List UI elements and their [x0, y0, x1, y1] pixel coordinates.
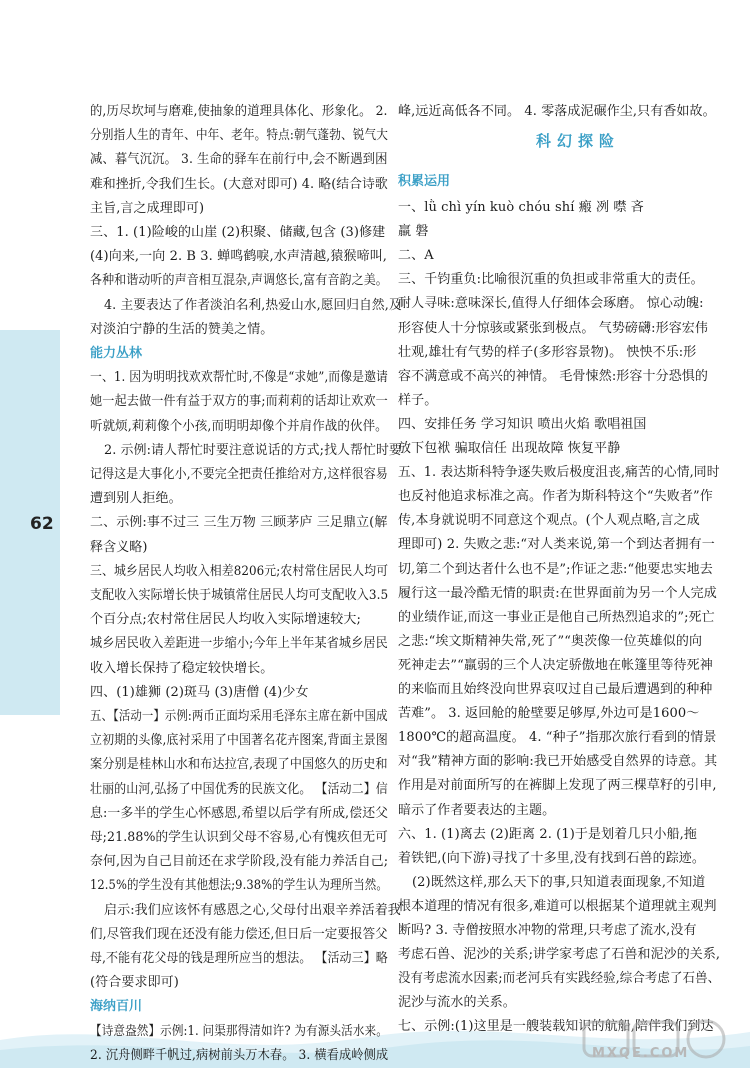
- text-line: 城乡居民收入差距进一步缩小;今年上半年某省城乡居民: [90, 636, 388, 652]
- text-line: 履行这一最冷酷无情的职责:在世界面前为另一个人完成: [398, 585, 717, 601]
- text-line: 六、1. (1)离去 (2)距离 2. (1)于是划着几只小船,拖: [398, 826, 698, 842]
- text-line: 主旨,言之成理即可): [90, 200, 205, 216]
- text-line: 支配收入实际增长快于城镇常住居民人均可支配收入3.5: [90, 588, 389, 603]
- text-line: 羸 磐: [398, 224, 429, 240]
- text-line: 案分别是桂林山水和布达拉宫,表现了中国悠久的历史和: [90, 757, 388, 773]
- text-line: 传,本身就说明不同意这个观点。(个人观点略,言之成: [398, 513, 700, 529]
- text-line: 12.5%的学生没有其他想法;9.38%的学生认为理所当然。: [90, 878, 388, 894]
- text-line: (4)向来,一向 2. B 3. 蝉鸣鹤唳,水声清越,猿猴啼叫,: [90, 249, 388, 265]
- text-line: 理即可) 2. 失败之悲:“对人类来说,第一个到达者拥有一: [398, 537, 715, 553]
- text-line: 五、1. 表达斯科特争逐失败后极度沮丧,痛苦的心情,同时: [398, 465, 720, 481]
- text-line: 的,历尽坎坷与磨难,使抽象的道理具体化、形象化。 2.: [90, 104, 388, 119]
- text-line: 记得这是大事化小,不要完全把责任推给对方,这样很容易: [90, 467, 388, 482]
- section-heading-sea: 海纳百川: [90, 999, 143, 1015]
- section-banner: 科幻探险: [535, 132, 620, 150]
- page-number: 62: [30, 514, 54, 534]
- text-line: 难和挫折,令我们生长。(大意对即可) 4. 略(结合诗歌: [90, 176, 388, 192]
- text-line: 耐人寻味:意味深长,值得人仔细体会琢磨。 惊心动魄:: [398, 296, 704, 312]
- text-line: 息:一多半的学生心怀感恩,希望以后学有所成,偿还父: [90, 805, 389, 821]
- text-line: 没有考虑流水因素;而老河兵有实践经验,综合考虑了石兽、: [398, 971, 721, 987]
- text-line: 她一起去做一件有益于双方的事;而莉莉的话却让欢欢一: [90, 394, 388, 410]
- text-line: 三、城乡居民人均收入相差8206元;农村常住居民人均可: [90, 563, 389, 579]
- section-heading-ability: 能力丛林: [90, 346, 143, 361]
- text-line: 放下包袱 骗取信任 出现故障 恢复平静: [398, 441, 621, 456]
- text-line: 峰,远近高低各不同。 4. 零落成泥碾作尘,只有香如故。: [398, 104, 716, 119]
- text-line: 暗示了作者要表达的主题。: [398, 802, 556, 818]
- text-line: 启示:我们应该怀有感恩之心,父母付出艰辛养活着我: [104, 902, 401, 918]
- text-line: 作用是对前面所写的在裤脚上发现了两三棵草籽的引申,: [398, 778, 717, 794]
- text-line: 泥沙与流水的关系。: [398, 995, 516, 1011]
- text-line: 三、1. (1)险峻的山崖 (2)积聚、储藏,包含 (3)修建: [90, 225, 386, 240]
- text-line: 五、【活动一】示例:两币正面均采用毛泽东主席在新中国成: [90, 709, 388, 724]
- text-line: 形容使人十分惊骇或紧张到极点。 气势磅礴:形容宏伟: [398, 320, 709, 336]
- text-line: 遭到别人拒绝。: [90, 491, 182, 507]
- text-line: 二、A: [398, 248, 434, 264]
- text-line: 七、示例:(1)这里是一艘装载知识的航船,陪伴我们到达: [398, 1019, 714, 1035]
- section-heading-accumulate: 积累运用: [398, 174, 451, 189]
- text-line: 4. 主要表达了作者淡泊名利,热爱山水,愿回归自然,及: [104, 297, 402, 313]
- text-line: 【诗意盎然】示例:1. 问渠那得清如许? 为有源头活水来。: [90, 1023, 388, 1039]
- watermark-domain: MXQE.COM: [592, 1046, 690, 1061]
- text-line: 切,第二个到达者什么也不是”;作证之悲:“他要忠实地去: [398, 561, 713, 577]
- text-line: 苦难”。 3. 返回舱的舱壁要足够厚,外边可是1600～: [398, 706, 700, 722]
- text-line: 听就烦,莉莉像个小孩,而明明却像个并肩作战的伙伴。: [90, 418, 388, 434]
- text-line: 对“我”精神方面的影响:我已开始感受自然界的诗意。其: [398, 754, 718, 770]
- text-line: 之悲:“埃文斯精神失常,死了”“奥茨像一位英雄似的向: [398, 633, 703, 649]
- text-line: 个百分点;农村常住居民人均收入实际增速较大;: [90, 612, 361, 628]
- text-line: 2. 示例:请人帮忙时要注意说话的方式;找人帮忙时要: [104, 442, 402, 458]
- text-line: 释含义略): [90, 539, 148, 555]
- text-line: 着铁钯,(向下游)寻找了十多里,没有找到石兽的踪迹。: [398, 850, 706, 866]
- text-line: 母;21.88%的学生认识到父母不容易,心有愧疚但无可: [90, 830, 388, 845]
- text-line: 奈何,因为自己目前还在求学阶段,没有能力养活自己;: [90, 854, 389, 870]
- text-line: 母,不能有花父母的钱是理所应当的想法。 【活动三】略: [90, 951, 388, 966]
- text-line: 减、暮气沉沉。 3. 生命的驿车在前行中,会不断遇到困: [90, 152, 388, 168]
- text-line: 四、(1)雄狮 (2)斑马 (3)唐僧 (4)少女: [90, 684, 309, 700]
- text-line: 考虑石兽、泥沙的关系;讲学家考虑了石兽和泥沙的关系,: [398, 947, 721, 963]
- text-line: (2)既然这样,那么天下的事,只知道表面现象,不知道: [412, 874, 706, 890]
- text-line: 一、lǜ chì yín kuò chóu shí 瘢 冽 噤 吝: [398, 200, 644, 215]
- text-line: 样子。: [398, 392, 438, 408]
- text-line: 1800℃的超高温度。 4. “种子”指那次旅行看到的情景: [398, 730, 717, 746]
- text-line: 死神走去”“羸弱的三个人决定骄傲地在帐篷里等待死神: [398, 657, 713, 673]
- text-line: 断吗? 3. 寺僧按照水冲物的常理,只考虑了流水,没有: [398, 923, 697, 938]
- text-line: 的来临而且始终没向世界哀叹过自己最后遭遇到的种种: [398, 682, 713, 697]
- text-line: 立初期的头像,底衬采用了中国著名花卉图案,背面主景图: [90, 733, 388, 749]
- text-line: 一、1. 因为明明找欢欢帮忙时,不像是“求她”,而像是邀请: [90, 370, 388, 386]
- text-line: 容不满意或不高兴的神情。 毛骨悚然:形容十分恐惧的: [398, 368, 709, 384]
- text-line: 根本道理的情况有很多,难道可以根据某个道理就主观判: [398, 898, 717, 914]
- text-line: 壮丽的山河,弘扬了中国优秀的民族文化。 【活动二】信: [90, 781, 388, 797]
- text-line: 对淡泊宁静的生活的赞美之情。: [90, 321, 274, 337]
- text-line: 也反衬他追求标准之高。作者为斯科特这个“失败者”作: [398, 489, 713, 505]
- text-line: 分别指人生的青年、中年、老年。特点:朝气蓬勃、锐气大: [90, 128, 388, 144]
- text-line: 收入增长保持了稳定较快增长。: [90, 660, 274, 676]
- text-line: (符合要求即可): [90, 975, 179, 991]
- text-line: 二、示例:事不过三 三生万物 三顾茅庐 三足鼎立(解: [90, 515, 388, 531]
- text-line: 四、安排任务 学习知识 喷出火焰 歌唱祖国: [398, 416, 647, 432]
- text-line: 的业绩作证,而这一事业正是他自己所热烈追求的”;死亡: [398, 609, 715, 625]
- text-line: 壮观,雄壮有气势的样子(多形容景物)。 怏怏不乐:形: [398, 344, 697, 360]
- text-line: 三、千钧重负:比喻很沉重的负担或非常重大的责任。: [398, 272, 704, 288]
- text-line: 们,尽管我们现在还没有能力偿还,但日后一定要报答父: [90, 926, 388, 942]
- text-line: 各种和谐动听的声音相互混杂,声调悠长,富有音韵之美。: [90, 273, 388, 289]
- text-line: 2. 沉舟侧畔千帆过,病树前头万木春。 3. 横看成岭侧成: [90, 1047, 389, 1063]
